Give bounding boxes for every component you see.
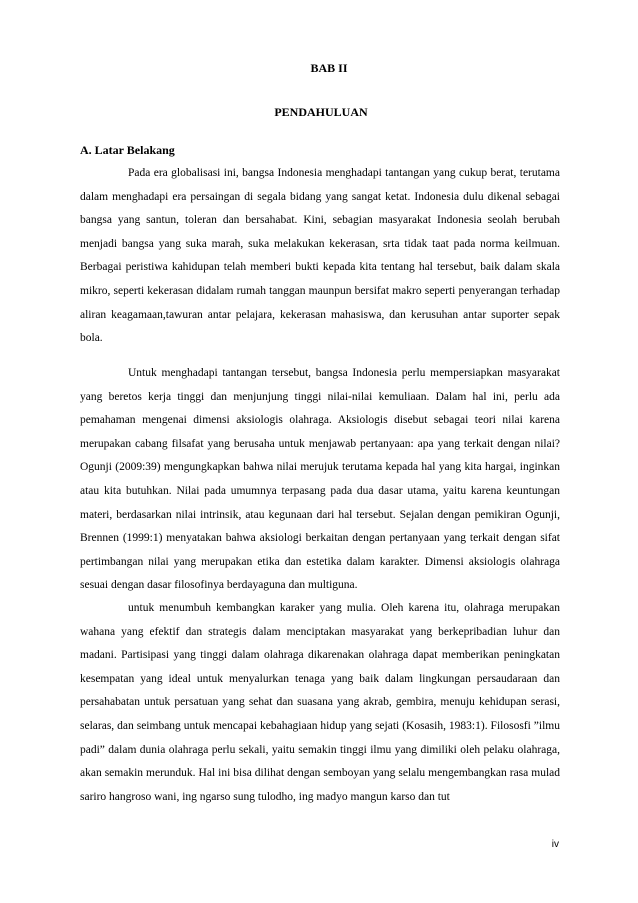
chapter-title: PENDAHULUAN [274,105,368,119]
paragraph-1: Pada era globalisasi ini, bangsa Indonesia menghadapi tantangan yang cukup berat, terutama dalam menghadapi era persaingan di segala bidang yang sangat ketat. Indonesia dulu dikenal sebagai bangsa yang santun, toleran dan bersahabat. Kini, sebagian masyarakat Indonesia seolah berubah menjadi bangsa yang suka marah, suka melakukan kekerasan, srta tidak taat pada norma keilmuan. Berbagai peristiwa kahidupan telah memberi bukti kepada kita tentang hal tersebut, baik dalam skala mikro, seperti kekerasan didalam rumah tanggan maunpun bersifat makro seperti penyerangan terhadap aliran keagamaan,tawuran antar pelajara, kekerasan mahasiswa, dan kerusuhan antar suporter sepak bola. [80,167,560,345]
paragraph-3: untuk menumbuh kembangkan karaker yang mulia. Oleh karena itu, olahraga merupakan wahana yang efektif dan strategis dalam menciptakan masyarakat yang berkepribadian luhur dan madani. Partisipasi yang tinggi dalam olahraga dikarenakan olahraga dapat memberikan peningkatan kesempatan yang ideal untuk menyalurkan tenaga yang baik dalam lingkungan persaudaraan dan persahabatan untuk persatuan yang sehat dan suasana yang akrab, gembira, menuju kehidupan serasi, selaras, dan seimbang untuk mencapai kebahagiaan hidup yang sejati (Kosasih, 1983:1). Filososfi ”ilmu padi” dalam dunia olahraga perlu sekali, yaitu semakin tinggi ilmu yang dimiliki oleh pelaku olahraga, akan semakin merunduk. Hal ini bisa dilihat dengan semboyan yang selalu mengembangkan rasa mulad sariro hangroso wani, ing ngarso sung tulodho, ing madyo mangun karso dan tut [80,602,560,803]
paragraph-2: Untuk menghadapi tantangan tersebut, bangsa Indonesia perlu mempersiapkan masyarakat yang beretos kerja tinggi dan menjunjung tinggi nilai-nilai kemuliaan. Dalam hal ini, perlu ada pemahaman mengenai dimensi aksiologis olahraga. Aksiologis disebut sebagai teori nilai karena merupakan cabang filsafat yang berusaha untuk menjawab pertanyaan: apa yang terkait dengan nilai? Ogunji (2009:39) mengungkapkan bahwa nilai merujuk terutama kepada hal yang kita hargai, inginkan atau kita butuhkan. Nilai pada umumnya terpasang pada dua dasar utama, yaitu karena keuntungan materi, berdasarkan nilai intrinsik, atau kegunaan dari hal tersebut. Sejalan dengan pemikiran Ogunji, Brennen (1999:1) menyatakan bahwa aksiologi berkaitan dengan pertanyaan yang terkait dengan sifat pertimbangan nilai yang merupakan etika dan estetika dalam karakter. Dimensi aksiologis olahraga sesuai dengan dasar filosofinya berdayaguna dan multiguna. [80,367,560,592]
section-title: A. Latar Belakang [80,143,175,157]
page-number: iv [551,839,559,850]
chapter-heading: BAB II [310,61,348,75]
